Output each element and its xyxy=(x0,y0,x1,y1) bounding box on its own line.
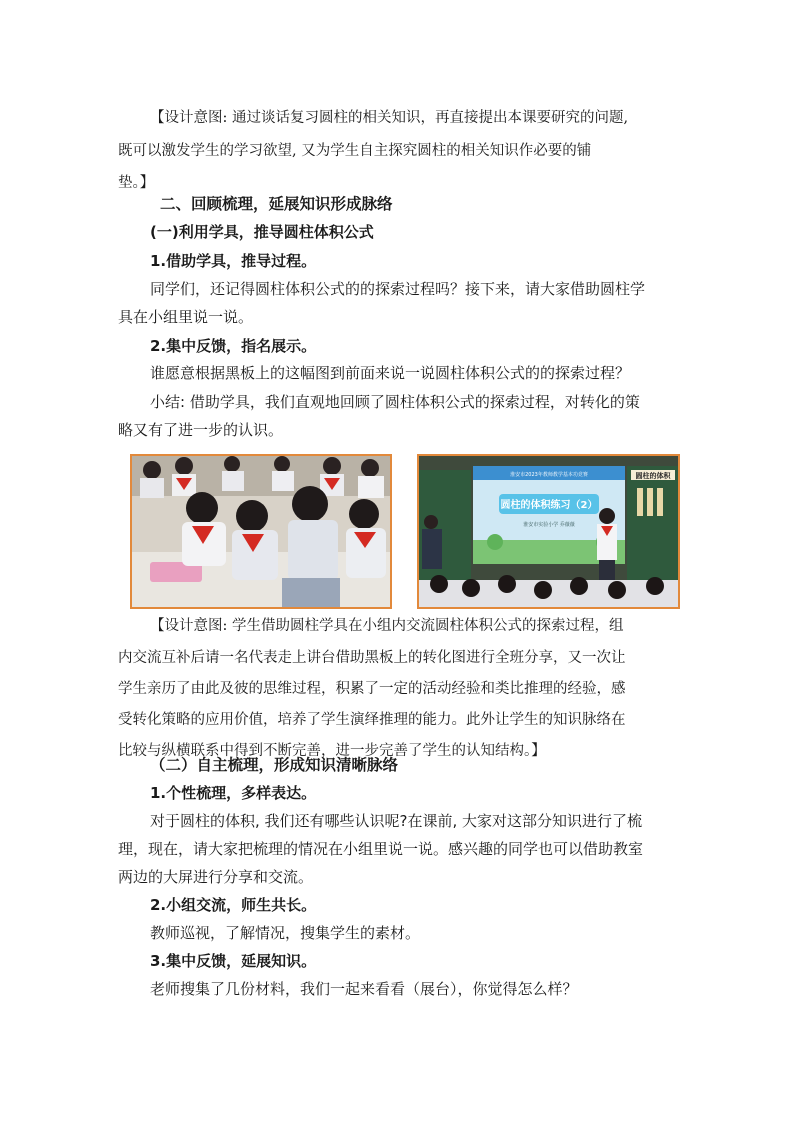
step-1-paragraph-line-1: 同学们，还记得圆柱体积公式的的探索过程吗？接下来，请大家借助圆柱学 xyxy=(150,280,646,298)
sub2-step-2-heading: 2.小组交流，师生共长。 xyxy=(150,896,317,914)
sub2-step-2-paragraph: 教师巡视，了解情况，搜集学生的素材。 xyxy=(150,924,421,942)
presentation-illustration xyxy=(419,456,678,607)
sub2-step-1-heading: 1.个性梳理，多样表达。 xyxy=(150,784,317,802)
sub2-step-3-paragraph: 老师搜集了几份材料，我们一起来看看（展台），你觉得怎么样？ xyxy=(150,980,578,998)
design-note-2-line-2: 内交流互补后请一名代表走上讲台借助黑板上的转化图进行全班分享，又一次让 xyxy=(118,650,626,666)
summary-line-1: 小结: 借助学具，我们直观地回顾了圆柱体积公式的探索过程，对转化的策 xyxy=(150,393,640,411)
design-note-1-line-3: 垫。】 xyxy=(118,175,155,191)
sub2-step-1-line-2: 理，现在，请大家把梳理的情况在小组里说一说。感兴趣的同学也可以借助教室 xyxy=(118,840,644,858)
step-2-heading: 2.集中反馈，指名展示。 xyxy=(150,337,317,355)
sub2-step-3-heading: 3.集中反馈，延展知识。 xyxy=(150,952,317,970)
design-note-2-line-5: 比较与纵横联系中得到不断完善，进一步完善了学生的认知结构。】 xyxy=(118,743,546,759)
design-note-2-line-1: 【设计意图: 学生借助圆柱学具在小组内交流圆柱体积公式的探索过程，组 xyxy=(150,618,624,634)
subsection-1-heading: (一)利用学具，推导圆柱体积公式 xyxy=(150,223,374,241)
design-note-2-line-3: 学生亲历了由此及彼的思维过程，积累了一定的活动经验和类比推理的经验，感 xyxy=(118,681,626,697)
step-1-heading: 1.借助学具，推导过程。 xyxy=(150,252,317,270)
design-note-1-line-2: 既可以激发学生的学习欲望, 又为学生自主探究圆柱的相关知识作必要的铺 xyxy=(118,143,592,159)
section-heading: 二、回顾梳理，延展知识形成脉络 xyxy=(160,195,393,213)
step-1-paragraph-line-2: 具在小组里说一说。 xyxy=(118,308,254,326)
classroom-group-illustration xyxy=(132,456,390,607)
subsection-2-heading: （二）自主梳理，形成知识清晰脉络 xyxy=(150,756,399,774)
board-title-text: 圆柱的体积 xyxy=(635,472,671,480)
design-note-1-line-1: 【设计意图: 通过谈话复习圆柱的相关知识，再直接提出本课要研究的问题, xyxy=(150,110,629,126)
design-note-2-line-4: 受转化策略的应用价值，培养了学生演绎推理的能力。此外让学生的知识脉络在 xyxy=(118,712,626,728)
sub2-step-1-line-1: 对于圆柱的体积, 我们还有哪些认识呢?在课前, 大家对这部分知识进行了梳 xyxy=(150,812,643,830)
slide-title-text: 圆柱的体积练习（2） xyxy=(500,500,598,511)
summary-line-2: 略又有了进一步的认识。 xyxy=(118,421,284,439)
slide-header-text: 淮安市2023年教师教学基本功竞赛 xyxy=(510,472,588,478)
slide-school-text: 淮安市实验小学 乔薇薇 xyxy=(523,522,575,528)
step-2-paragraph: 谁愿意根据黑板上的这幅图到前面来说一说圆柱体积公式的的探索过程？ xyxy=(150,364,631,382)
classroom-group-photo xyxy=(130,454,392,609)
student-presentation-photo xyxy=(417,454,680,609)
sub2-step-1-line-3: 两边的大屏进行分享和交流。 xyxy=(118,868,314,886)
